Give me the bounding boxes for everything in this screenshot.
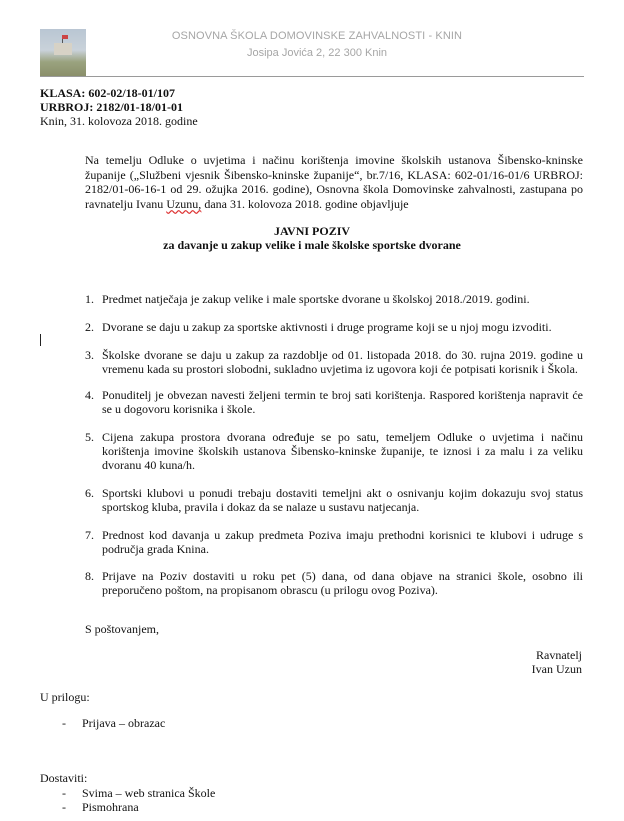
school-logo (40, 29, 86, 76)
wall-icon (54, 43, 72, 55)
document-subtitle: za davanje u zakup velike i male školske sportske dvorane (163, 238, 461, 252)
signatory-role: Ravnatelj (536, 648, 582, 662)
spellcheck-underline: Uzunu, (166, 196, 202, 211)
delivery-label: Dostaviti: (40, 771, 88, 785)
text-cursor (40, 334, 41, 346)
document-title: JAVNI POZIV (273, 224, 351, 238)
flag-icon (62, 35, 68, 39)
signatory-name: Ivan Uzun (531, 662, 582, 676)
attachments-label: U prilogu: (40, 690, 90, 704)
urbroj: URBROJ: 2182/01-18/01-01 (40, 100, 183, 114)
intro-paragraph: Na temelju Odluke o uvjetima i načinu korištenja imovine školskih ustanova Šibensko-kninske županije („Službeni vjesnik Šibensko-kninske županije“, br.7/16, KLASA: 602-01/16-01/6 URBROJ: 2182/01-06-16-1 od 29. ožujka 2016. godine), Osnovna škola Domovinske zahvalnosti, zastupana po ravnatelju Ivanu Uzunu, dana 31. kolovoza 2018. godine objavljuje (85, 153, 583, 211)
school-address: Josipa Jovića 2, 22 300 Knin (246, 47, 388, 59)
school-name: OSNOVNA ŠKOLA DOMOVINSKE ZAHVALNOSTI - KNIN (171, 30, 463, 42)
place-date: Knin, 31. kolovoza 2018. godine (40, 114, 198, 128)
header-divider (40, 76, 584, 77)
klasa: KLASA: 602-02/18-01/107 (40, 86, 175, 100)
greeting: S poštovanjem, (85, 622, 159, 636)
